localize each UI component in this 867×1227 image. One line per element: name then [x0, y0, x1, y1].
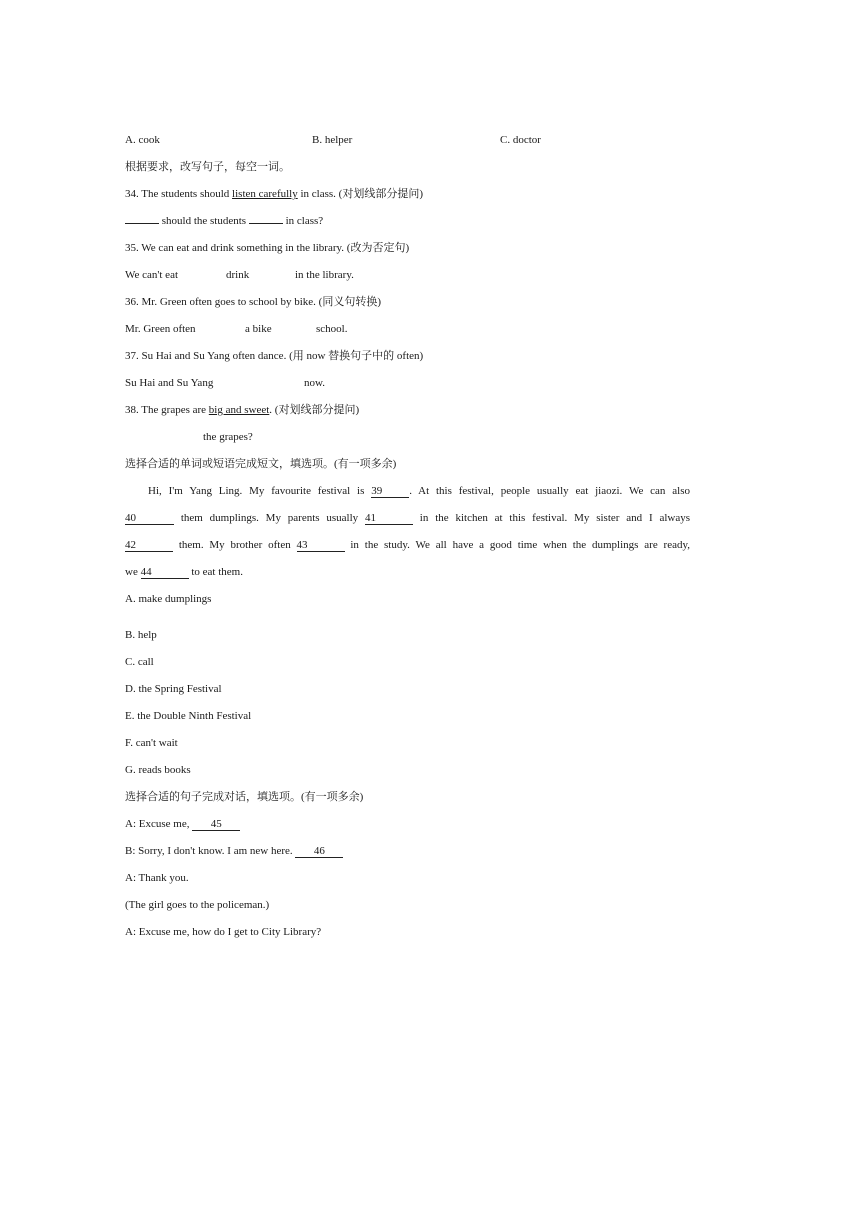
passage-option-e: E. the Double Ninth Festival: [125, 710, 252, 722]
passage-option-c: C. call: [125, 656, 154, 668]
dialogue-line-4: (The girl goes to the policeman.): [125, 899, 270, 911]
passage-line-1: [125, 484, 690, 498]
section-heading-passage: 选择合适的单词或短语完成短文，填选项。(有一项多余): [125, 458, 397, 470]
q34-answer-mid: should the students: [159, 215, 249, 227]
question-35: 35. We can eat and drink something in the library. (改为否定句): [125, 242, 410, 254]
answer-blank[interactable]: [249, 223, 283, 224]
option-c-doctor: C. doctor: [500, 134, 541, 146]
answer-blank[interactable]: [125, 223, 159, 224]
passage-line-2: [125, 511, 690, 525]
dialogue-text: B: Sorry, I don't know. I am new here.: [125, 845, 296, 857]
q38-before: 38. The grapes are: [125, 404, 209, 416]
option-b-helper: B. helper: [312, 134, 353, 146]
q34-before: 34. The students should: [125, 188, 233, 200]
q34-underlined: listen carefully: [232, 188, 298, 200]
dialogue-line-5: A: Excuse me, how do I get to City Library?: [125, 926, 322, 938]
answer-37-part2: now.: [304, 377, 325, 389]
answer-38: the grapes?: [203, 431, 253, 443]
passage-text: to eat them.: [188, 566, 243, 578]
blank-40[interactable]: 40: [125, 512, 174, 525]
passage-line-3: [125, 538, 690, 552]
answer-36-part2: a bike: [245, 323, 272, 335]
passage-text: we: [125, 566, 141, 578]
answer-36-part3: school.: [316, 323, 348, 335]
section-heading-rewrite: 根据要求，改写句子，每空一词。: [125, 161, 290, 173]
passage-text: . At this festival, people usually eat jiaozi. We can also: [409, 485, 690, 497]
question-38: [125, 403, 359, 417]
answer-34: [125, 214, 323, 228]
dialogue-line-3: A: Thank you.: [125, 872, 189, 884]
question-34: [125, 187, 423, 201]
answer-37: Su Hai and Su Yang: [125, 377, 214, 389]
dialogue-line-1: [125, 817, 240, 831]
section-heading-dialogue: 选择合适的句子完成对话，填选项。(有一项多余): [125, 791, 364, 803]
dialogue-line-2: [125, 844, 343, 858]
passage-option-d: D. the Spring Festival: [125, 683, 222, 695]
question-37: 37. Su Hai and Su Yang often dance. (用 now 替换句子中的 often): [125, 350, 424, 362]
answer-35-part3: in the library.: [295, 269, 354, 281]
passage-text: in the study. We all have a good time when the dumplings are ready,: [344, 539, 690, 551]
passage-text: in the kitchen at this festival. My sister and I always: [412, 512, 691, 524]
passage-option-g: G. reads books: [125, 764, 191, 776]
answer-36: Mr. Green often: [125, 323, 196, 335]
q38-underlined: big and sweet: [208, 404, 270, 416]
passage-option-b: B. help: [125, 629, 157, 641]
answer-35-part2: drink: [226, 269, 250, 281]
q34-answer-end: in class?: [282, 215, 324, 227]
passage-text: them dumplings. My parents usually: [174, 512, 365, 524]
passage-line-4: [125, 565, 690, 579]
q34-after: in class. (对划线部分提问): [297, 188, 423, 200]
dialogue-text: A: Excuse me,: [125, 818, 193, 830]
q38-after: . (对划线部分提问): [269, 404, 360, 416]
option-a-cook: A. cook: [125, 134, 160, 146]
blank-43[interactable]: 43: [297, 539, 345, 552]
blank-45[interactable]: 45: [192, 818, 240, 831]
passage-text: them. My brother often: [173, 539, 297, 551]
passage-text: Hi, I'm Yang Ling. My favourite festival is: [148, 485, 372, 497]
question-36: 36. Mr. Green often goes to school by bike. (同义句转换): [125, 296, 382, 308]
blank-46[interactable]: 46: [295, 845, 343, 858]
blank-42[interactable]: 42: [125, 539, 173, 552]
blank-41[interactable]: 41: [365, 512, 413, 525]
passage-option-f: F. can't wait: [125, 737, 178, 749]
blank-44[interactable]: 44: [141, 566, 189, 579]
answer-35: We can't eat: [125, 269, 179, 281]
passage-option-a: A. make dumplings: [125, 593, 212, 605]
blank-39[interactable]: 39: [371, 485, 409, 498]
